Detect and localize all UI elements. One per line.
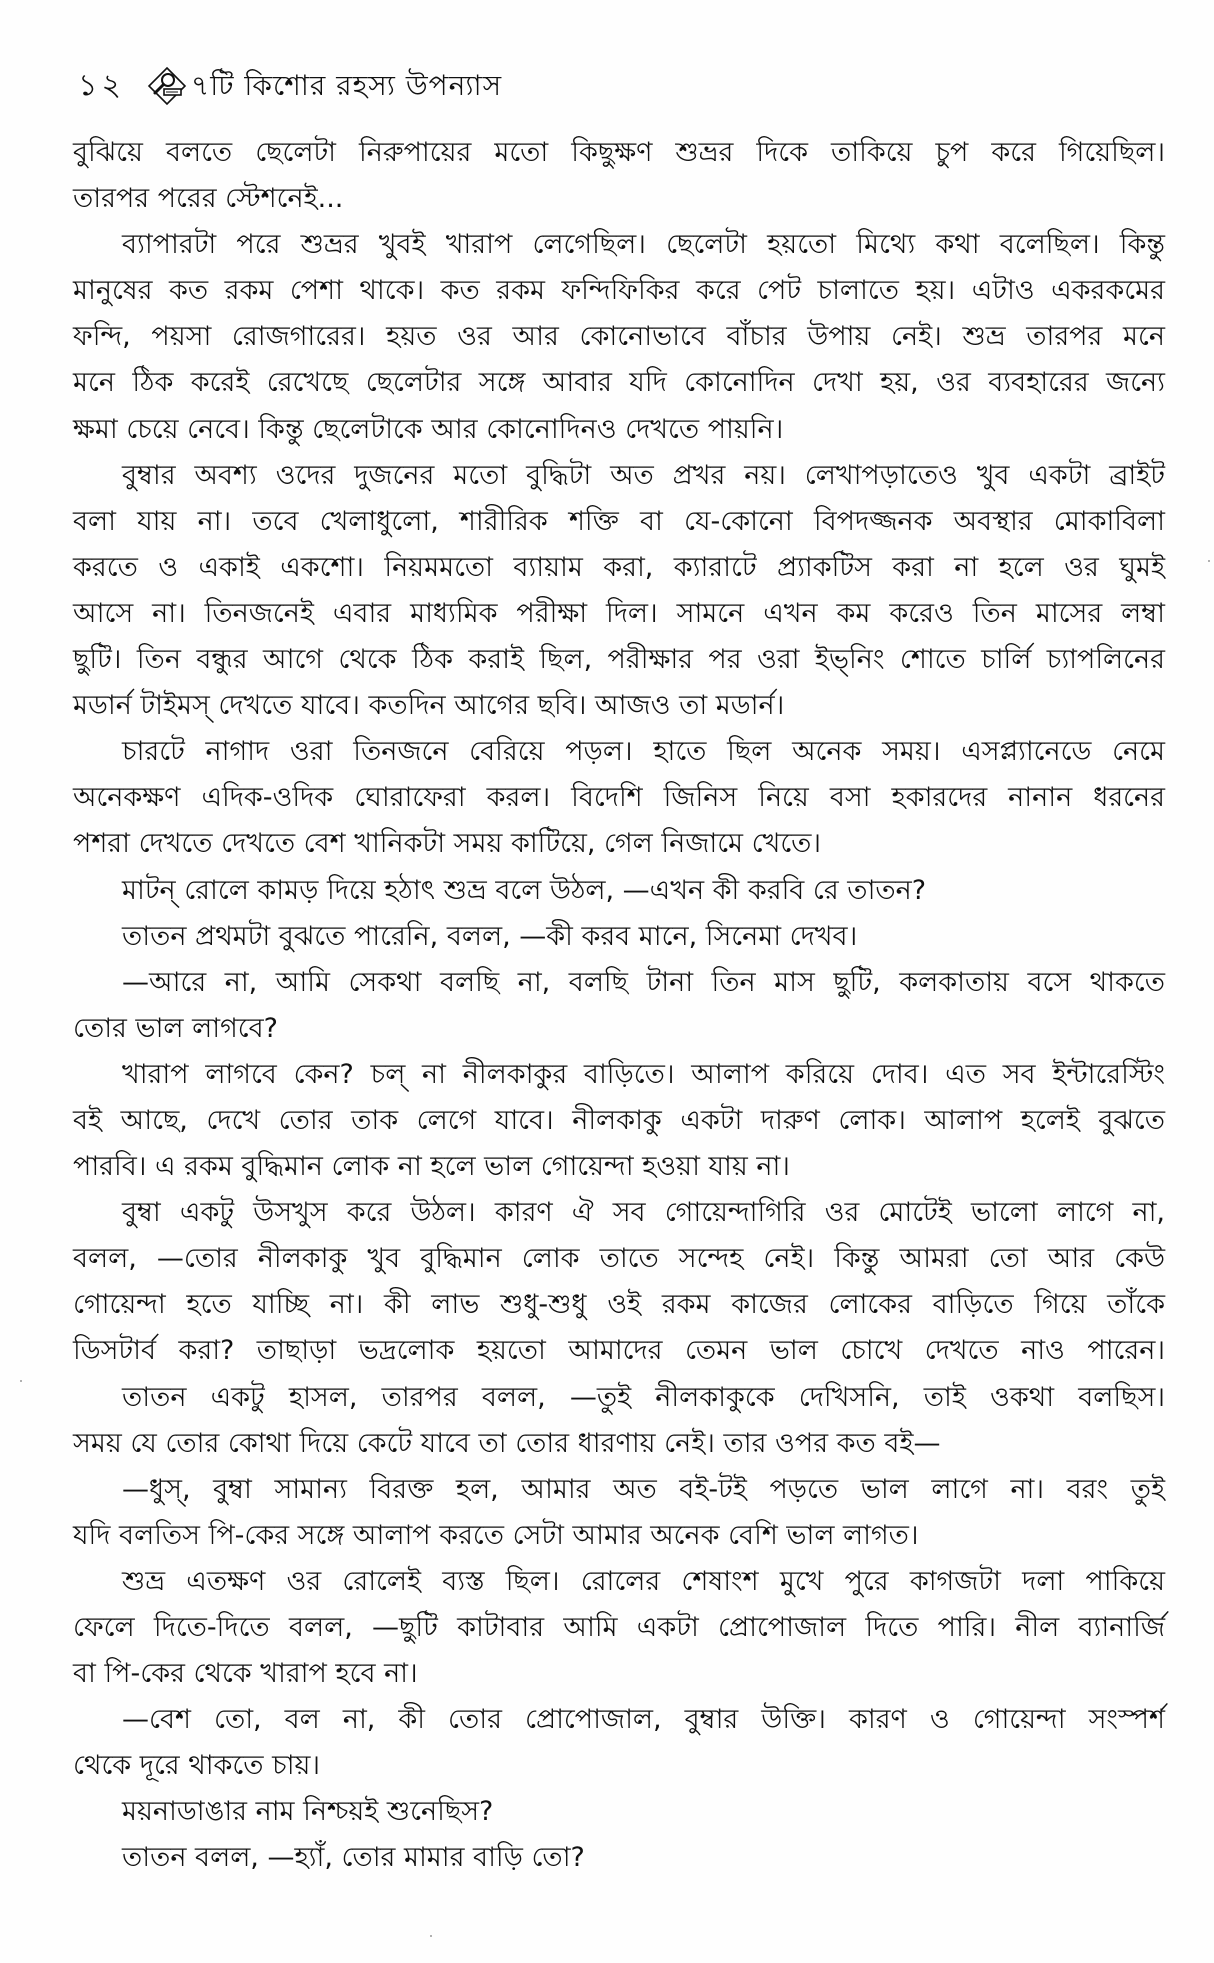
running-header xyxy=(78,64,502,108)
text-line: যদি বলতিস পি-কের সঙ্গে আলাপ করতে সেটা আমার অনেক বেশি ভাল লাগত। xyxy=(73,1519,919,1551)
text-line: অনেকক্ষণ এদিক-ওদিক ঘোরাফেরা করল। বিদেশি জিনিস নিয়ে বসা হকারদের নানান ধরনের xyxy=(73,782,1165,814)
body-text xyxy=(73,130,1165,1882)
text-line: মনে ঠিক করেই রেখেছে ছেলেটার সঙ্গে আবার যদি কোনোদিন দেখা হয়, ওর ব্যবহারের জন্যে xyxy=(73,367,1165,399)
text-line: ফেলে দিতে-দিতে বলল, —ছুটি কাটাবার আমি একটা প্রোপোজাল দিতে পারি। নীল ব্যানার্জি xyxy=(73,1612,1165,1643)
text-line: চারটে নাগাদ ওরা তিনজনে বেরিয়ে পড়ল। হাতে ছিল অনেক সময়। এসপ্ল্যানেডে নেমে xyxy=(122,736,1165,768)
text-line: সময় যে তোর কোথা দিয়ে কেটে যাবে তা তোর ধারণায় নেই। তার ওপর কত বই— xyxy=(73,1427,941,1459)
text-line: তারপর পরের স্টেশনেই... xyxy=(73,183,344,215)
text-line: ব্যাপারটা পরে শুভ্রর খুবই খারাপ লেগেছিল। ছেলেটা হয়তো মিথ্যে কথা বলেছিল। কিন্তু xyxy=(122,229,1165,261)
text-line: ফন্দি, পয়সা রোজগারের। হয়ত ওর আর কোনোভাবে বাঁচার উপায় নেই। শুভ্র তারপর মনে xyxy=(73,321,1165,353)
text-line: —ধুস্, বুম্বা সামান্য বিরক্ত হল, আমার অত বই-টই পড়তে ভাল লাগে না। বরং তুই xyxy=(122,1473,1165,1505)
text-line: ডিসটার্ব করা? তাছাড়া ভদ্রলোক হয়তো আমাদের তেমন ভাল চোখে দেখতে নাও পারেন। xyxy=(73,1335,1165,1367)
text-line: ক্ষমা চেয়ে নেবে। কিন্তু ছেলেটাকে আর কোনোদিনও দেখতে পায়নি। xyxy=(73,413,784,445)
text-line: বলল, —তোর নীলকাকু খুব বুদ্ধিমান লোক তাতে সন্দেহ নেই। কিন্তু আমরা তো আর কেউ xyxy=(73,1243,1165,1275)
text-line: বুম্বা একটু উসখুস করে উঠল। কারণ ঐ সব গোয়েন্দাগিরি ওর মোটেই ভালো লাগে না, xyxy=(122,1197,1165,1229)
text-line: তাতন বলল, —হ্যাঁ, তোর মামার বাড়ি তো? xyxy=(122,1842,585,1874)
text-line: থেকে দূরে থাকতে চায়। xyxy=(73,1750,321,1782)
text-line: —বেশ তো, বল না, কী তোর প্রোপোজাল, বুম্বার উক্তি। কারণ ও গোয়েন্দা সংস্পর্শ xyxy=(122,1704,1165,1736)
scan-speck xyxy=(430,1935,432,1937)
text-line: মাটন্ রোলে কামড় দিয়ে হঠাৎ শুভ্র বলে উঠল, —এখন কী করবি রে তাতন? xyxy=(122,874,927,906)
text-line: পারবি। এ রকম বুদ্ধিমান লোক না হলে ভাল গোয়েন্দা হওয়া যায় না। xyxy=(73,1151,790,1183)
page-number: ১২ xyxy=(78,68,125,103)
text-line: আসে না। তিনজনেই এবার মাধ্যমিক পরীক্ষা দিল। সামনে এখন কম করেও তিন মাসের লম্বা xyxy=(73,597,1165,629)
text-line: —আরে না, আমি সেকথা বলছি না, বলছি টানা তিন মাস ছুটি, কলকাতায় বসে থাকতে xyxy=(122,966,1165,998)
text-line: তাতন একটু হাসল, তারপর বলল, —তুই নীলকাকুকে দেখিসনি, তাই ওকথা বলছিস। xyxy=(122,1381,1165,1413)
text-line: পশরা দেখতে দেখতে বেশ খানিকটা সময় কাটিয়ে, গেল নিজামে খেতে। xyxy=(73,828,822,860)
text-line: শুভ্র এতক্ষণ ওর রোলেই ব্যস্ত ছিল। রোলের শেষাংশ মুখে পুরে কাগজটা দলা পাকিয়ে xyxy=(122,1565,1165,1597)
text-line: বুঝিয়ে বলতে ছেলেটা নিরুপায়ের মতো কিছুক্ষণ শুভ্রর দিকে তাকিয়ে চুপ করে গিয়েছিল। xyxy=(73,137,1165,168)
text-line: গোয়েন্দা হতে যাচ্ছি না। কী লাভ শুধু-শুধু ওই রকম কাজের লোকের বাড়িতে গিয়ে তাঁকে xyxy=(73,1289,1165,1321)
text-line: তাতন প্রথমটা বুঝতে পারেনি, বলল, —কী করব মানে, সিনেমা দেখব। xyxy=(122,920,858,952)
text-line: মানুষের কত রকম পেশা থাকে। কত রকম ফন্দিফিকির করে পেট চালাতে হয়। এটাও একরকমের xyxy=(73,275,1165,307)
text-line: খারাপ লাগবে কেন? চল্ না নীলকাকুর বাড়িতে। আলাপ করিয়ে দোব। এত সব ইন্টারেস্টিং xyxy=(122,1058,1165,1090)
text-line: মডার্ন টাইমস্ দেখতে যাবে। কতদিন আগের ছবি। আজও তা মডার্ন। xyxy=(73,690,785,722)
book-title: ৭টি কিশোর রহস্য উপন্যাস xyxy=(190,69,503,102)
scan-speck xyxy=(1208,560,1210,562)
text-line: ছুটি। তিন বন্ধুর আগে থেকে ঠিক করাই ছিল, পরীক্ষার পর ওরা ইভ্‌নিং শোতে চার্লি চ্যাপলিনের xyxy=(73,644,1165,676)
text-line: ময়নাডাঙার নাম নিশ্চয়ই শুনেছিস? xyxy=(122,1796,494,1828)
text-line: বা পি-কের থেকে খারাপ হবে না। xyxy=(73,1658,418,1690)
text-line: বই আছে, দেখে তোর তাক লেগে যাবে। নীলকাকু একটা দারুণ লোক। আলাপ হলেই বুঝতে xyxy=(73,1104,1165,1136)
scan-speck xyxy=(20,1380,22,1382)
text-line: তোর ভাল লাগবে? xyxy=(73,1012,278,1044)
text-line: বুম্বার অবশ্য ওদের দুজনের মতো বুদ্ধিটা অত প্রখর নয়। লেখাপড়াতেও খুব একটা ব্রাইট xyxy=(122,459,1165,491)
text-line: বলা যায় না। তবে খেলাধুলো, শারীরিক শক্তি বা যে-কোনো বিপদজ্জনক অবস্থার মোকাবিলা xyxy=(73,505,1165,537)
text-line: করতে ও একাই একশো। নিয়মমতো ব্যায়াম করা, ক্যারাটে প্র্যাকটিস করা না হলে ওর ঘুমই xyxy=(73,551,1165,583)
magnifier-diamond-icon xyxy=(147,66,187,106)
